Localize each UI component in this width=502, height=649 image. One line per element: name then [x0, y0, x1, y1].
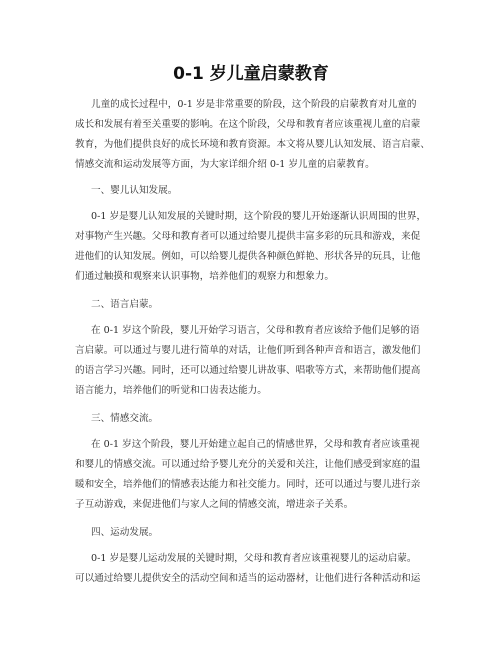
intro-line-2: 成长和发展有着至关重要的影响。在这个阶段，父母和教育者应该重视儿童的启蒙	[75, 119, 421, 130]
section-heading-cognitive: 一、婴儿认知发展。	[91, 185, 178, 196]
section-3-line-4: 子互动游戏，来促进他们与家人之间的情感交流，增进亲子关系。	[75, 499, 354, 510]
section-4-line-1: 0-1 岁是婴儿运动发展的关键时期，父母和教育者应该重视婴儿的运动启蒙。	[91, 553, 417, 564]
intro-line-4: 情感交流和运动发展等方面，为大家详细介绍 0-1 岁儿童的启蒙教育。	[75, 159, 375, 170]
intro-line-1: 儿童的成长过程中，0-1 岁是非常重要的阶段，这个阶段的启蒙教育对儿童的	[91, 99, 417, 110]
section-heading-motor: 四、运动发展。	[91, 527, 159, 538]
intro-line-3: 教育，为他们提供良好的成长环境和教育资源。本文将从婴儿认知发展、语言启蒙、	[75, 139, 430, 150]
section-1-line-4: 们通过触摸和观察来认识事物，培养他们的观察力和想象力。	[75, 271, 335, 282]
document-title: 0-1 岁儿童启蒙教育	[173, 64, 329, 84]
section-heading-emotion: 三、情感交流。	[91, 413, 159, 424]
section-2-line-2: 言启蒙。可以通过与婴儿进行简单的对话，让他们听到各种声音和语言，激发他们	[75, 345, 421, 356]
section-1-line-3: 进他们的认知发展。例如，可以给婴儿提供各种颜色鲜艳、形状各异的玩具，让他	[75, 251, 421, 262]
section-1-line-2: 对事物产生兴趣。父母和教育者可以通过给婴儿提供丰富多彩的玩具和游戏，来促	[75, 231, 421, 242]
section-heading-language: 二、语言启蒙。	[91, 299, 159, 310]
section-3-line-1: 在 0-1 岁这个阶段，婴儿开始建立起自己的情感世界，父母和教育者应该重视	[91, 439, 420, 450]
section-1-line-1: 0-1 岁是婴儿认知发展的关键时期，这个阶段的婴儿开始逐渐认识周围的世界，	[91, 211, 427, 222]
section-3-line-3: 暖和安全，培养他们的情感表达能力和社交能力。同时，还可以通过与婴儿进行亲	[75, 479, 421, 490]
section-2-line-1: 在 0-1 岁这个阶段，婴儿开始学习语言，父母和教育者应该给予他们足够的语	[91, 325, 420, 336]
section-3-line-2: 和婴儿的情感交流。可以通过给予婴儿充分的关爱和关注，让他们感受到家庭的温	[75, 459, 421, 470]
section-2-line-3: 的语言学习兴趣。同时，还可以通过给婴儿讲故事、唱歌等方式，来帮助他们提高	[75, 365, 421, 376]
section-2-line-4: 语言能力，培养他们的听觉和口齿表达能力。	[75, 385, 267, 396]
section-4-line-2: 可以通过给婴儿提供安全的活动空间和适当的运动器材，让他们进行各种活动和运	[75, 573, 421, 584]
